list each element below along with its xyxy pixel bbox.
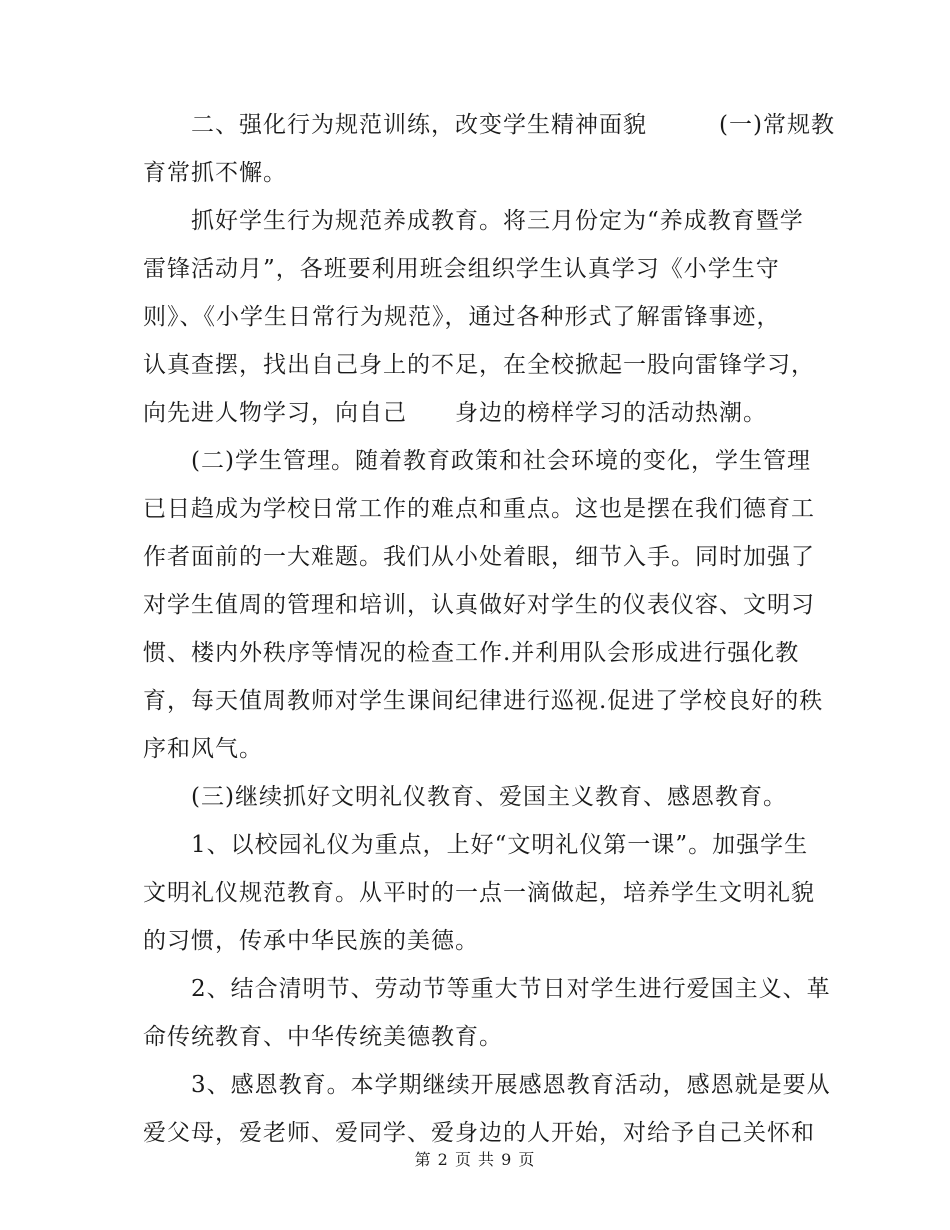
document-body xyxy=(143,101,835,1157)
text-line: 爱父母，爱老师、爱同学、爱身边的人开始，对给予自己关怀和 xyxy=(143,1120,815,1146)
text-line: 对学生值周的管理和培训，认真做好对学生的仪表仪容、文明习 xyxy=(143,592,815,618)
text-line: 命传统教育、中华传统美德教育。 xyxy=(143,1024,503,1050)
text-line: 序和风气。 xyxy=(143,736,263,762)
text-line: 作者面前的一大难题。我们从小处着眼，细节入手。同时加强了 xyxy=(143,544,815,570)
text-line: 育，每天值周教师对学生课间纪律进行巡视.促进了学校良好的秩 xyxy=(143,688,824,714)
text-line: 3、感恩教育。本学期继续开展感恩教育活动，感恩就是要从 xyxy=(143,1072,831,1098)
text-line: 抓好学生行为规范养成教育。将三月份定为“养成教育暨学 xyxy=(143,208,804,234)
text-line: 文明礼仪规范教育。从平时的一点一滴做起，培养学生文明礼貌 xyxy=(143,880,815,906)
text-line: 育常抓不懈。 xyxy=(143,160,287,186)
text-line: 认真查摆，找出自己身上的不足，在全校掀起一股向雷锋学习， xyxy=(143,352,815,378)
text-line: 1、以校园礼仪为重点，上好“文明礼仪第一课”。加强学生 xyxy=(143,832,809,858)
text-line: 的习惯，传承中华民族的美德。 xyxy=(143,928,479,954)
text-line: 已日趋成为学校日常工作的难点和重点。这也是摆在我们德育工 xyxy=(143,496,815,522)
text-line: 则》、《小学生日常行为规范》，通过各种形式了解雷锋事迹， xyxy=(143,304,781,330)
text-line: 向先进人物学习，向自己 身边的榜样学习的活动热潮。 xyxy=(143,400,767,426)
text-line: 2、结合清明节、劳动节等重大节日对学生进行爱国主义、革 xyxy=(143,976,831,1002)
text-line: 二、强化行为规范训练，改变学生精神面貌 (一)常规教 xyxy=(143,112,835,138)
text-line: (三)继续抓好文明礼仪教育、爱国主义教育、感恩教育。 xyxy=(143,784,787,810)
text-line: (二)学生管理。随着教育政策和社会环境的变化，学生管理 xyxy=(143,448,811,474)
page-number-footer: 第 2 页 共 9 页 xyxy=(414,1150,536,1169)
text-line: 雷锋活动月”，各班要利用班会组织学生认真学习《小学生守 xyxy=(143,256,780,282)
text-line: 惯、楼内外秩序等情况的检查工作.并利用队会形成进行强化教 xyxy=(143,640,800,666)
